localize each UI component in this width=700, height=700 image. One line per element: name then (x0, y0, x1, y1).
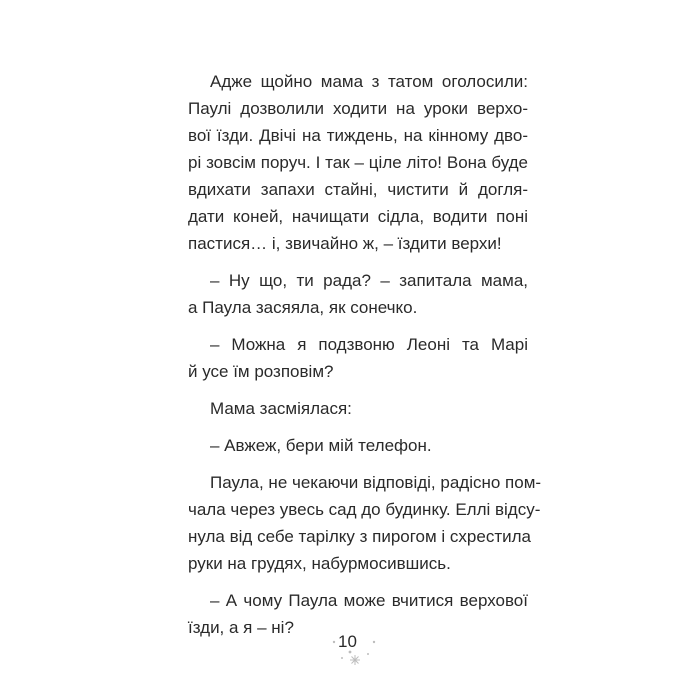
text-line: Паулі дозволили ходити на уроки верхо- (188, 99, 528, 118)
text-line: нула від себе тарілку з пирогом і схрестила (188, 527, 531, 546)
text-line: вдихати запахи стайні, чистити й догля- (188, 180, 528, 199)
text-line: – А чому Паула може вчитися верхової (210, 591, 528, 610)
page-number: 10 (338, 632, 357, 651)
text-line: Адже щойно мама з татом оголосили: (210, 72, 528, 91)
paragraph (188, 432, 528, 459)
text-line: а Паула засяяла, як сонечко. (188, 298, 418, 317)
text-line: чала через увесь сад до будинку. Еллі відсу- (188, 500, 541, 519)
text-line: рі зовсім поруч. І так – ціле літо! Вона буде (188, 153, 528, 172)
paragraph-gap (188, 422, 528, 432)
body-text (188, 68, 542, 641)
text-line: Паула, не чекаючи відповіді, радісно пом- (210, 473, 542, 492)
paragraph-gap (188, 459, 528, 469)
text-line: й усе їм розповім? (188, 362, 334, 381)
text-line: дати коней, начищати сідла, водити поні (188, 207, 528, 226)
paragraph-gap (188, 257, 528, 267)
text-line: вої їзди. Двічі на тиждень, на кінному дво- (188, 126, 528, 145)
text-line: – Можна я подзвоню Леоні та Марі (210, 335, 528, 354)
text-line: пастися… і, звичайно ж, – їздити верхи! (188, 234, 502, 253)
paragraph (188, 469, 542, 577)
paragraph (188, 267, 528, 321)
paragraph-gap (188, 321, 528, 331)
paragraph-gap (188, 577, 528, 587)
text-line: Мама засміялася: (210, 399, 352, 418)
paragraph (188, 331, 528, 385)
paragraph (188, 395, 528, 422)
text-line: руки на грудях, набурмосившись. (188, 554, 451, 573)
text-line: – Авжеж, бери мій телефон. (210, 436, 432, 455)
paragraph-gap (188, 385, 528, 395)
text-line: – Ну що, ти рада? – запитала мама, (210, 271, 528, 290)
text-line: їзди, а я – ні? (188, 618, 294, 637)
ornament-star (350, 655, 360, 665)
paragraph (188, 68, 528, 257)
